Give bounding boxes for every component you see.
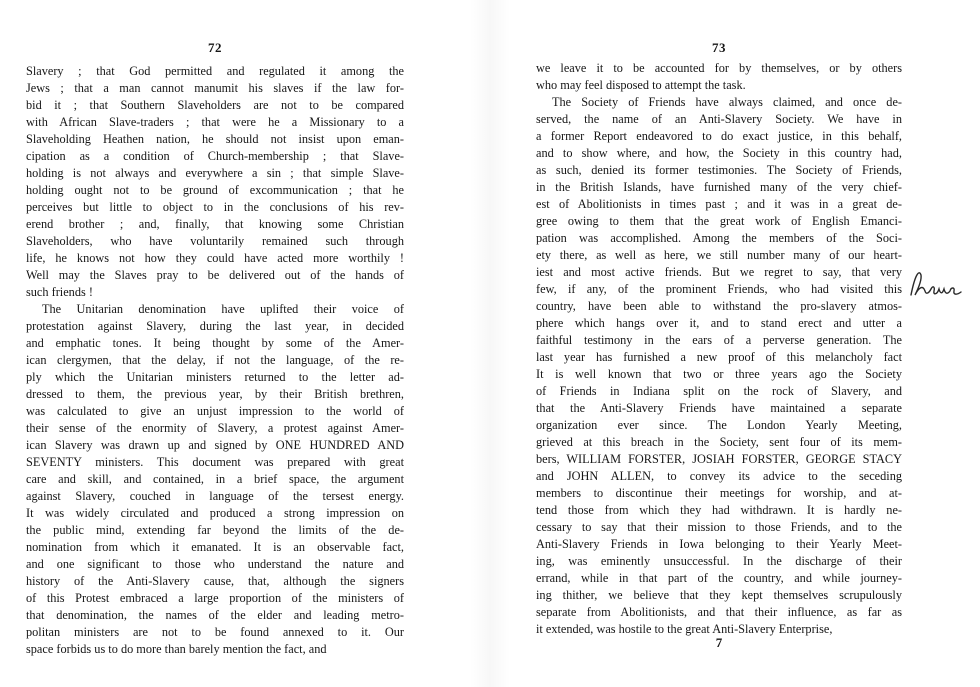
gutter	[470, 0, 510, 687]
text-line: we leave it to be accounted for by themselves, or by others	[536, 61, 902, 75]
text-line: and to show where, and how, the Society in this country had,	[536, 146, 902, 160]
text-line: with African Slave-traders ; that were he a Missionary to a	[26, 115, 404, 129]
text-line: protestation against Slavery, during the last year, in decided	[26, 319, 404, 333]
text-line: separate from Abolitionists, and that their influence, as far as	[536, 605, 902, 619]
text-line: organization ever since. The London Yearly Meeting,	[536, 418, 902, 432]
left-page	[26, 0, 404, 687]
text-line: gree owing to them that the great work of English Emanci-	[536, 214, 902, 228]
left-page-text	[26, 63, 404, 658]
page-number-left: 72	[208, 40, 222, 55]
text-line: holding is not always and everywhere a sin ; that simple Slave-	[26, 166, 404, 180]
text-line: last year has furnished a new proof of this melancholy fact	[536, 350, 902, 364]
text-line: care and skill, and contained, in a brief space, the argument	[26, 472, 404, 486]
text-line: cipation as a condition of Church-membership ; that Slave-	[26, 149, 404, 163]
text-line: faithful testimony in the ears of a perverse generation. The	[536, 333, 902, 347]
text-line: nomination from which it emanated. It is an observable fact,	[26, 540, 404, 554]
text-line: that denomination, the names of the elder and leading metro-	[26, 608, 404, 622]
text-line: SEVENTY ministers. This document was prepared with great	[26, 455, 404, 469]
text-line: perceives but little to object to in the conclusions of his rev-	[26, 200, 404, 214]
text-line: Jews ; that a man cannot manumit his slaves if the law for-	[26, 81, 404, 95]
text-line: country, have been able to withstand the pro-slavery atmos-	[536, 299, 902, 313]
right-page	[536, 0, 902, 687]
text-line: of Friends in Indiana split on the rock of Slavery, and	[536, 384, 902, 398]
text-line: politan ministers are not to be found annexed to it. Our	[26, 625, 404, 639]
text-line: served, the name of an Anti-Slavery Society. We have in	[536, 112, 902, 126]
handwritten-margin-note	[905, 265, 965, 305]
text-line: Slavery ; that God permitted and regulated it among the	[26, 64, 404, 78]
text-line: bers, WILLIAM FORSTER, JOSIAH FORSTER, GEORGE STACY	[536, 452, 902, 466]
text-line: and one significant to those who understand the nature and	[26, 557, 404, 571]
text-line: It was widely circulated and produced a strong impression on	[26, 506, 404, 520]
text-line: such friends !	[26, 285, 93, 299]
text-line: Well may the Slaves pray to be delivered out of the hands of	[26, 268, 404, 282]
text-line: who may feel disposed to attempt the task.	[536, 78, 746, 92]
text-line: the public mind, extending far beyond the limits of the de-	[26, 523, 404, 537]
text-line: errand, while in that part of the country, and while journey-	[536, 571, 902, 585]
text-line: dressed to them, the previous year, by their British brethren,	[26, 387, 404, 401]
text-line: a former Report endeavored to do exact justice, in this behalf,	[536, 129, 902, 143]
text-line: pation was accomplished. Among the members of the Soci-	[536, 231, 902, 245]
text-line: ply which the Unitarian ministers returned to the letter ad-	[26, 370, 404, 384]
text-line: ing, was eminently unsuccessful. In the discharge of their	[536, 554, 902, 568]
text-line: and JOHN ALLEN, to convey its advice to the seceding	[536, 469, 902, 483]
text-line: as such, denied its former testimonies. The Society of Friends,	[536, 163, 902, 177]
right-page-text	[536, 60, 902, 638]
text-line: in the British Islands, have furnished many of the very chief-	[536, 180, 902, 194]
text-line: grieved at this breach in the Society, sent four of its mem-	[536, 435, 902, 449]
text-line: tend those from which they had withdrawn. It is hardly ne-	[536, 503, 902, 517]
text-line: Slaveholding Heathen nation, he should not insist upon eman-	[26, 132, 404, 146]
text-line: space forbids us to do more than barely mention the fact, and	[26, 642, 327, 656]
text-line: ican Slavery was drawn up and signed by ONE HUNDRED AND	[26, 438, 404, 452]
text-line: It is well known that two or three years ago the Society	[536, 367, 902, 381]
text-line: against Slavery, couched in language of the tersest energy.	[26, 489, 404, 503]
text-line: erend brother ; and, finally, that knowing some Christian	[26, 217, 404, 231]
text-line: iest and most active friends. But we regret to say, that very	[536, 265, 902, 279]
text-line: ety there, as well as here, we still number many of our heart-	[536, 248, 902, 262]
text-line: of this Protest embraced a large proportion of the ministers of	[26, 591, 404, 605]
text-line: The Society of Friends have always claimed, and once de-	[552, 95, 902, 109]
text-line: and emphatic tones. It being thought by some of the Amer-	[26, 336, 404, 350]
text-line: was calculated to give an unjust impression to the world of	[26, 404, 404, 418]
text-line: that the Anti-Slavery Friends have maintained a separate	[536, 401, 902, 415]
text-line: cessary to say that their mission to those Friends, and to the	[536, 520, 902, 534]
text-line: ing thither, we believe that they kept themselves scrupulously	[536, 588, 902, 602]
text-line: The Unitarian denomination have uplifted their voice of	[42, 302, 404, 316]
handwritten-have-icon	[905, 265, 965, 305]
text-line: it extended, was hostile to the great Anti-Slavery Enterprise,	[536, 622, 833, 636]
page-number-right: 73	[712, 40, 726, 55]
text-line: Slaveholders, who have voluntarily remained such through	[26, 234, 404, 248]
text-line: ican clergymen, that the delay, if not the language, of the re-	[26, 353, 404, 367]
text-line: members to discontinue their meetings for worship, and at-	[536, 486, 902, 500]
text-line: Anti-Slavery Friends in Iowa belonging to their Yearly Meet-	[536, 537, 902, 551]
text-line: their sense of the enormity of Slavery, a protest against Amer-	[26, 421, 404, 435]
text-line: few, if any, of the prominent Friends, who had visited this	[536, 282, 902, 296]
text-line: phere which hangs over it, and to stand erect and utter a	[536, 316, 902, 330]
text-line: history of the Anti-Slavery cause, that, although the signers	[26, 574, 404, 588]
signature-mark: 7	[715, 635, 723, 650]
text-line: holding ought not to be ground of excommunication ; that he	[26, 183, 404, 197]
text-line: bid it ; that Southern Slaveholders are not to be compared	[26, 98, 404, 112]
text-line: life, he knows not how they could have acted more worthily !	[26, 251, 404, 265]
text-line: est of Abolitionists in times past ; and it was in a great de-	[536, 197, 902, 211]
